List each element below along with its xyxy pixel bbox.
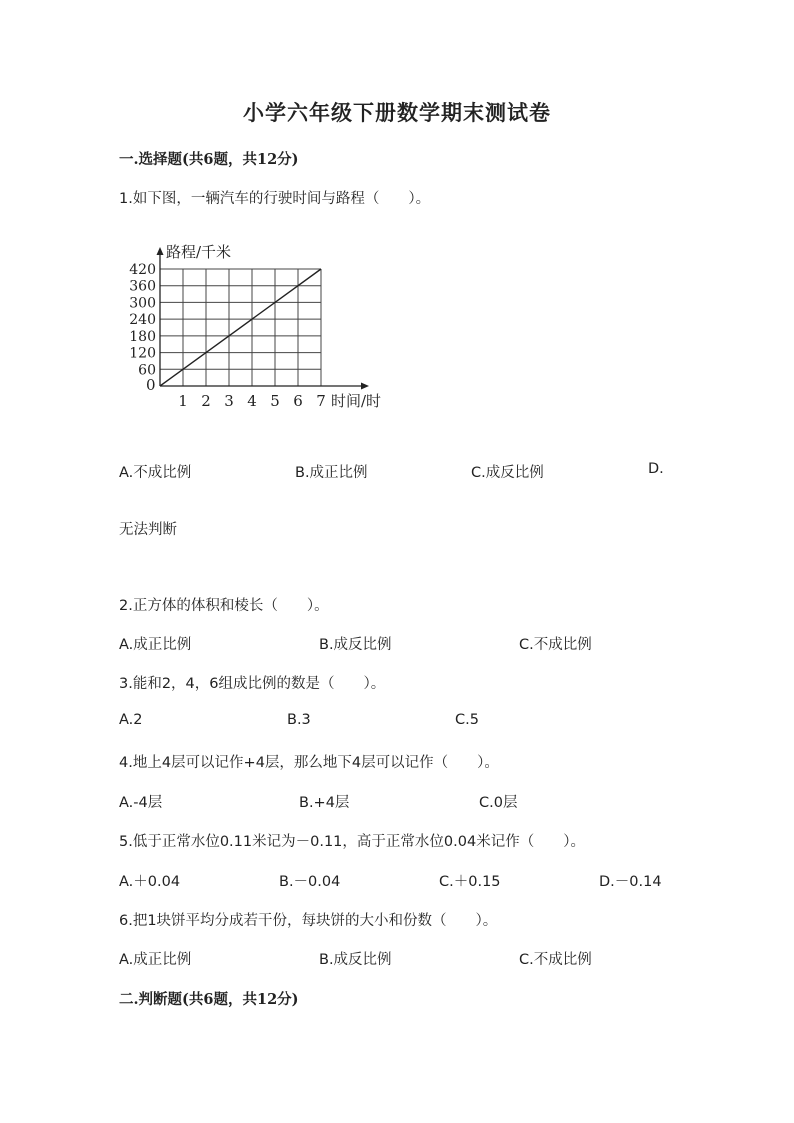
y-axis-arrow <box>157 247 164 255</box>
q3-option-c[interactable]: C.5 <box>455 712 479 728</box>
series-layer <box>160 269 321 386</box>
question-6: 6.把1块饼平均分成若干份，每块饼的大小和份数（ ）。 <box>119 913 498 929</box>
origin-label: 0 <box>146 376 156 394</box>
q3-option-a[interactable]: A.2 <box>119 712 143 728</box>
x-axis-arrow <box>361 383 369 390</box>
page-title: 小学六年级下册数学期末测试卷 <box>243 100 551 125</box>
x-axis-label: 时间/时 <box>331 392 382 410</box>
y-tick-label: 360 <box>129 278 156 295</box>
q1-option-d-text[interactable]: 无法判断 <box>119 522 177 538</box>
q5-option-a[interactable]: A.＋0.04 <box>119 874 181 890</box>
question-2: 2.正方体的体积和棱长（ ）。 <box>119 598 329 614</box>
q1-option-d[interactable]: D. <box>648 461 664 477</box>
x-tick-label: 2 <box>201 392 211 410</box>
x-tick-label: 7 <box>316 392 326 410</box>
x-tick-label: 6 <box>293 392 303 410</box>
q5-option-c[interactable]: C.＋0.15 <box>439 874 501 890</box>
q4-option-c[interactable]: C.0层 <box>479 795 518 811</box>
y-tick-label: 60 <box>138 362 156 379</box>
y-tick-label: 120 <box>129 345 156 362</box>
y-tick-label: 300 <box>129 295 156 312</box>
question-4: 4.地上4层可以记作+4层，那么地下4层可以记作（ ）。 <box>119 755 499 771</box>
q1-option-c[interactable]: C.成反比例 <box>471 465 544 481</box>
q4-option-b[interactable]: B.+4层 <box>299 795 350 811</box>
x-tick-label: 1 <box>178 392 188 410</box>
q2-option-c[interactable]: C.不成比例 <box>519 637 592 653</box>
series-line <box>160 269 321 386</box>
x-tick-label: 4 <box>247 392 257 410</box>
q6-option-a[interactable]: A.成正比例 <box>119 952 192 968</box>
q5-option-b[interactable]: B.－0.04 <box>279 874 341 890</box>
question-3: 3.能和2，4，6组成比例的数是（ ）。 <box>119 676 386 692</box>
q3-option-b[interactable]: B.3 <box>287 712 311 728</box>
distance-time-chart <box>118 238 408 418</box>
y-axis-label: 路程/千米 <box>166 243 232 261</box>
q4-option-a[interactable]: A.-4层 <box>119 795 163 811</box>
q2-option-a[interactable]: A.成正比例 <box>119 637 192 653</box>
x-tick-labels <box>178 392 326 410</box>
section-heading-choice: 一.选择题(共6题，共12分) <box>119 151 299 168</box>
question-5: 5.低于正常水位0.11米记为－0.11，高于正常水位0.04米记作（ ）。 <box>119 834 585 850</box>
question-1: 1.如下图，一辆汽车的行驶时间与路程（ ）。 <box>119 191 431 207</box>
q1-option-a[interactable]: A.不成比例 <box>119 465 192 481</box>
q2-option-b[interactable]: B.成反比例 <box>319 637 392 653</box>
x-tick-label: 5 <box>270 392 280 410</box>
x-tick-label: 3 <box>224 392 234 410</box>
q6-option-c[interactable]: C.不成比例 <box>519 952 592 968</box>
q5-option-d[interactable]: D.－0.14 <box>599 874 662 890</box>
y-tick-labels <box>129 262 156 378</box>
y-tick-label: 180 <box>129 328 156 345</box>
y-tick-label: 420 <box>129 262 156 278</box>
section-heading-judgement: 二.判断题(共6题，共12分) <box>119 991 299 1008</box>
q1-option-b[interactable]: B.成正比例 <box>295 465 368 481</box>
y-tick-label: 240 <box>129 312 156 329</box>
q6-option-b[interactable]: B.成反比例 <box>319 952 392 968</box>
